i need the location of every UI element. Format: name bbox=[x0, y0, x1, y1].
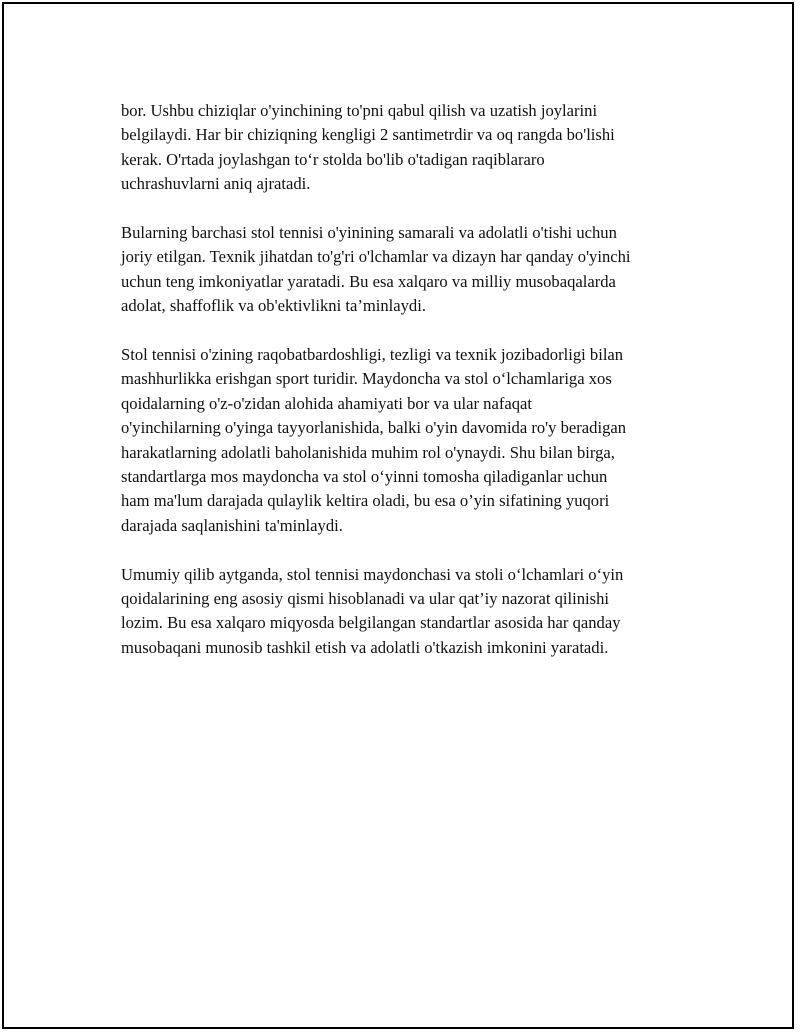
paragraph-3: Stol tennisi o'zining raqobatbardoshligi, tezligi va texnik jozibadorligi bilan mashhurlikka erishgan sport turidir. Maydoncha va stol o‘lchamlariga xos qoidalarning o'z-o'zidan alohida ahamiyati bor va ular nafaqat o'yinchilarning o'yinga tayyorlanishida, balki o'yin davomida ro'y beradigan harakatlarning adolatli baholanishida muhim rol o'ynaydi. Shu bilan birga, standartlarga mos maydoncha va stol o‘yinni tomosha qiladiganlar uchun ham ma'lum darajada qulaylik keltira oladi, bu esa o’yin sifatining yuqori darajada saqlanishini ta'minlaydi. bbox=[121, 345, 627, 535]
paragraph-4: Umumiy qilib aytganda, stol tennisi maydonchasi va stoli o‘lchamlari o‘yin qoidalarining eng asosiy qismi hisoblanadi va ular qat’iy nazorat qilinishi lozim. Bu esa xalqaro miqyosda belgilangan standartlar asosida har qanday musobaqani munosib tashkil etish va adolatli o'tkazish imkonini yaratadi. bbox=[121, 564, 624, 657]
document-page bbox=[2, 2, 794, 1029]
document-body bbox=[121, 99, 711, 685]
paragraph-2: Bularning barchasi stol tennisi o'yinining samarali va adolatli o'tishi uchun joriy etilgan. Texnik jihatdan to'g'ri o'lchamlar va dizayn har qanday o'yinchi uchun teng imkoniyatlar yaratadi. Bu esa xalqaro va milliy musobaqalarda adolat, shaffoflik va ob'ektivlikni ta’minlaydi. bbox=[121, 223, 631, 316]
paragraph-1: bor. Ushbu chiziqlar o'yinchining to'pni qabul qilish va uzatish joylarini belgilaydi. Har bir chiziqning kengligi 2 santimetrdir va oq rangda bo'lishi kerak. O'rtada joylashgan to‘r stolda bo'lib o'tadigan raqiblararo uchrashuvlarni aniq ajratadi. bbox=[121, 101, 615, 194]
